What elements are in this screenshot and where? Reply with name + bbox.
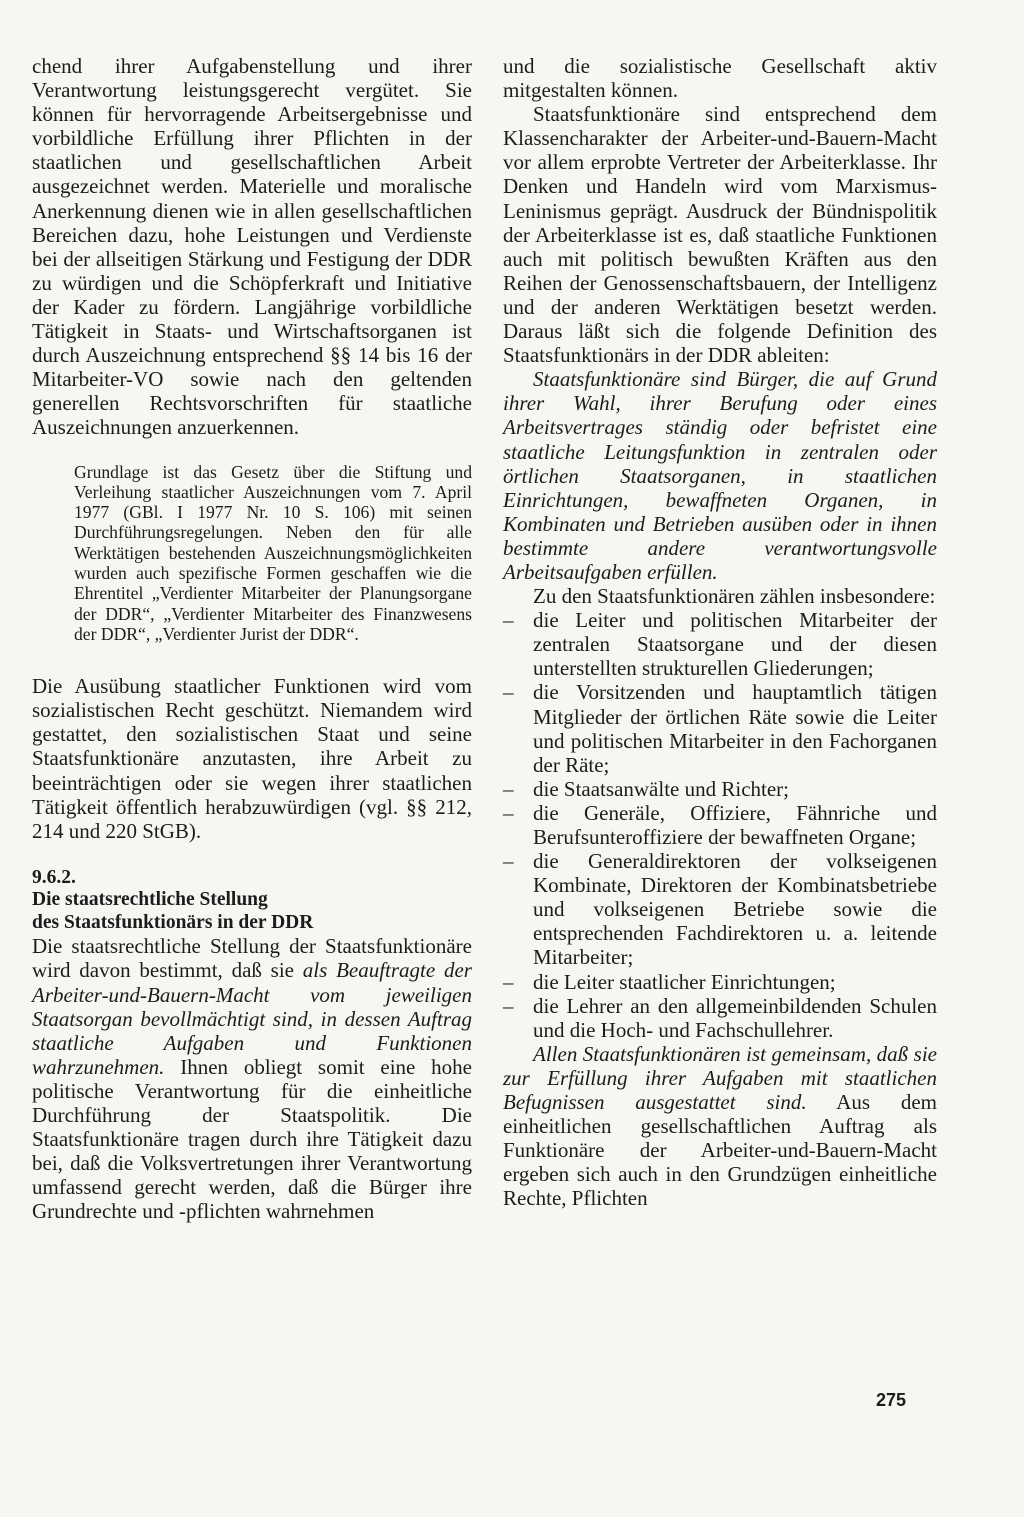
right-column [503,54,937,1211]
definition-text: Staatsfunktionäre sind Bürger, die auf Grund ihrer Wahl, ihrer Berufung oder eines Arbeitsvertrages ständig oder befristet eine staatliche Leitungsfunktion in zentralen oder örtlichen Staatsorganen, in staatlichen Einrichtungen, bewaffneten Organen, in Kombinaten und Betrieben ausüben oder in ihnen bestimmte andere verantwortungsvolle Arbeitsaufgaben erfüllen. [503,367,937,584]
list-item: – die Generäle, Offiziere, Fähnriche und Berufsunteroffiziere der bewaffneten Organe; [503,801,937,849]
right-paragraph-2: Staatsfunktionäre sind entsprechend dem Klassencharakter der Arbeiter-und-Bauern-Macht vor allem erprobte Vertreter der Arbeiterklasse. Ihr Denken und Handeln wird vom Marxismus-Leninismus geprägt. Ausdruck der Bündnispolitik der Arbeiterklasse ist es, daß staatliche Funktionen auch mit politisch bewußten Kräften aus den Reihen der Genossenschaftsbauern, der Intelligenz und der anderen Werktätigen besetzt werden. Daraus läßt sich die folgende Definition des Staatsfunktionärs in der DDR ableiten: [503,102,937,368]
left-paragraph-3-end: Ihnen obliegt somit eine hohe politische Verantwortung für die einheitliche Durchführung der Staatspolitik. Die Staatsfunktionäre tragen durch ihre Tätigkeit dazu bei, daß die Volksvertretungen ihrer Verantwortung umfassend gerecht werden, daß die Bürger ihre Grundrechte und -pflichten wahrnehmen [32,1054,472,1224]
list-item: – die Leiter und politischen Mitarbeiter der zentralen Staatsorgane und der diesen unterstellten strukturellen Gliederungen; [503,608,937,680]
left-paragraph-3-start: Die staatsrechtliche Stellung der Staatsfunktionäre wird davon bestimmt, daß sie [32,934,472,983]
section-title-line-2: des Staatsfunktionärs in der DDR [32,911,314,933]
closing-emphasis: Allen Staatsfunktionären ist gemeinsam, daß sie zur Erfüllung ihrer Aufgaben mit staatlichen Befugnissen ausgestattet sind. [503,1041,937,1115]
section-number: 9.6.2. [32,866,76,888]
list-item: – die Generaldirektoren der volkseigenen Kombinate, Direktoren der Kombinatsbetriebe und volkseigenen Betriebe sowie die entsprechenden Fachdirektoren u. a. leitende Mitarbeiter; [503,849,937,969]
left-paragraph-1: chend ihrer Aufgabenstellung und ihrer Verantwortung leistungsgerecht vergütet. Sie können für hervorragende Arbeitsergebnisse und vorbildliche Erfüllung ihrer Pflichten in der staatlichen und gesellschaftlichen Arbeit ausgezeichnet werden. Materielle und moralische Anerkennung dienen wie in allen gesellschaftlichen Bereichen dazu, hohe Leistungen und Verdienste bei der allseitigen Stärkung und Festigung der DDR zu würdigen und die Schöpferkraft und Initiative der Kader zu fördern. Langjährige vorbildliche Tätigkeit in Staats- und Wirtschaftsorganen ist durch Auszeichnung entsprechend §§ 14 bis 16 der Mitarbeiter-VO sowie nach den geltenden generellen Rechtsvorschriften für staatliche Auszeichnungen anzuerkennen. [32,54,472,440]
list-intro: Zu den Staatsfunktionären zählen insbesondere: [533,584,936,609]
left-paragraph-3 [32,934,472,1223]
closing-paragraph [503,1042,937,1211]
section-heading [32,867,472,935]
left-paragraph-3-emphasis: als Beauftragte der Arbeiter-und-Bauern-Macht vom jeweiligen Staatsorgan bevollmächtigt sind, in dessen Auftrag staatliche Aufgaben und Funktionen wahrzunehmen. [32,958,472,1079]
footnote-paragraph: Grundlage ist das Gesetz über die Stiftung und Verleihung staatlicher Auszeichnungen vom 7. April 1977 (GBl. I 1977 Nr. 10 S. 106) mit seinen Durchführungsregelungen. Neben den für alle Werktätigen bestehenden Auszeichnungsmöglichkeiten wurden auch spezifische Formen geschaffen wie die Ehrentitel „Verdienter Mitarbeiter der Planungsorgane der DDR“, „Verdienter Mitarbeiter des Finanzwesens der DDR“, „Verdienter Jurist der DDR“. [74,461,472,644]
section-title-line-1: Die staatsrechtliche Stellung [32,889,268,911]
list-item: – die Vorsitzenden und hauptamtlich tätigen Mitglieder der örtlichen Räte sowie die Leiter und politischen Mitarbeiter in den Fachorganen der Räte; [503,680,937,776]
closing-text: Aus dem einheitlichen gesellschaftlichen Auftrag als Funktionäre der Arbeiter-und-Bauern-Macht ergeben sich auch in den Grundzügen einheitliche Rechte, Pflichten [503,1090,937,1211]
page-number: 275 [876,1390,907,1410]
right-paragraph-1: und die sozialistische Gesellschaft aktiv mitgestalten können. [503,54,937,103]
left-paragraph-2: Die Ausübung staatlicher Funktionen wird vom sozialistischen Recht geschützt. Niemandem wird gestattet, den sozialistischen Staat und seine Staatsfunktionäre anzutasten, ihre Arbeit zu beeinträchtigen oder sie wegen ihrer staatlichen Tätigkeit öffentlich herabzuwürdigen (vgl. §§ 212, 214 und 220 StGB). [32,674,472,843]
definition-paragraph [503,367,937,584]
list-item: – die Lehrer an den allgemeinbildenden Schulen und die Hoch- und Fachschullehrer. [503,994,937,1042]
functionaries-list [503,608,937,1042]
left-column [32,54,472,1223]
list-item: – die Leiter staatlicher Einrichtungen; [503,970,937,994]
list-item: – die Staatsanwälte und Richter; [503,777,937,801]
